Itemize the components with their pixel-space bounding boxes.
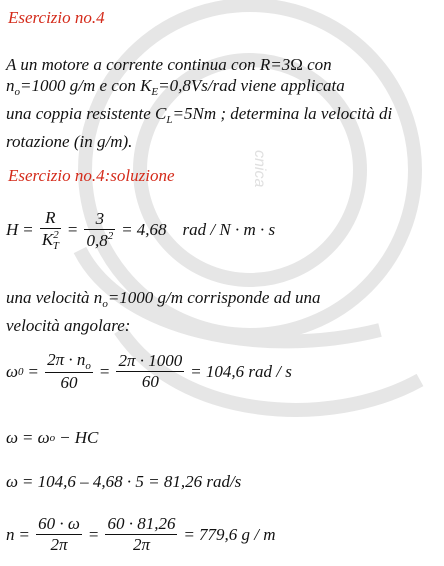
equation-omega: ω = ω o − HC <box>6 428 99 447</box>
problem-line-4: rotazione (in g/m). <box>6 132 133 151</box>
equation-h: H = $\frac{R}{K^2_T}$ = $\frac{3}{0,8^2}$ = 4,68 rad / N · m · s <box>6 208 276 252</box>
problem-line-2: $n_o=1000$ g/m e con $K_E=0,8Vs$/rad viene applicata <box>6 76 345 98</box>
watermark-text: cnica <box>251 150 268 188</box>
problem-line-1: A un motore a corrente continua con R=3Ω con <box>6 55 332 74</box>
angular-velocity-text: una velocità $n_o=1000$ g/m corrisponde ad una velocità angolare: <box>6 288 321 335</box>
problem-line-3: una coppia resistente $C_L=5Nm$ ; determina la velocità di <box>6 104 393 126</box>
solution-title: Esercizio no.4:soluzione <box>8 166 175 185</box>
equation-omega-value: ω = 104,6 – 4,68 · 5 = 81,26 rad/s <box>6 472 242 491</box>
problem-statement <box>6 54 392 152</box>
equation-n: n = $\frac{60 \cdot \omega}{2\pi}$ = $\frac{60 \cdot 81,26}{2\pi}$ = 779,6 g / m <box>6 514 276 554</box>
equation-omega0: ω 0 = $\frac{2\pi \cdot n_o}{60}$ = $\frac{2\pi \cdot 1000}{60}$ = 104,6 rad / s <box>6 350 292 392</box>
exercise-title: Esercizio no.4 <box>8 8 105 27</box>
